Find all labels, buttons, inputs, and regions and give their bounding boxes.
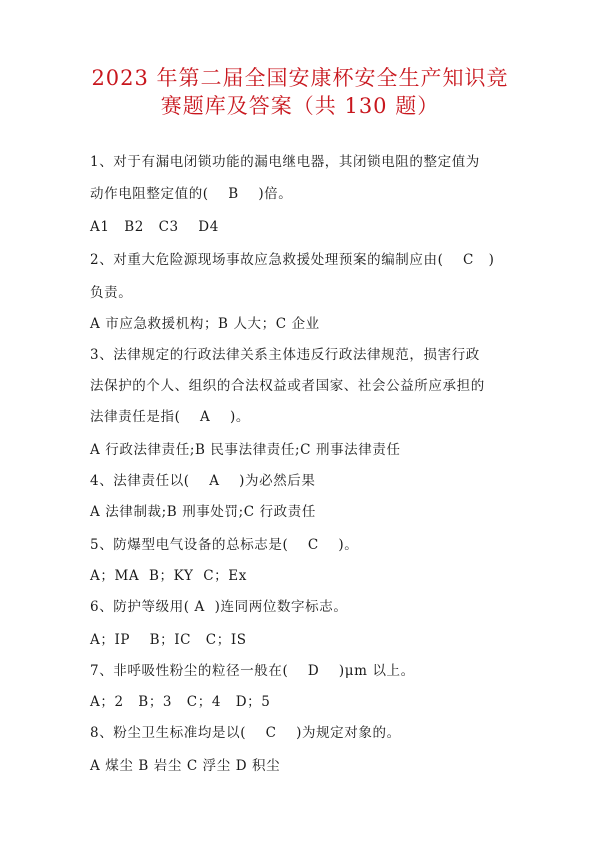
question-6-options: A；IP B；IC C；IS <box>90 632 247 648</box>
question-2-line-2: 负责。 <box>90 285 133 301</box>
question-5-line-1: 5、防爆型电气设备的总标志是( C )。 <box>90 537 359 553</box>
question-4-line-1: 4、法律责任以( A )为必然后果 <box>90 473 316 489</box>
question-1-line-1: 1、对于有漏电闭锁功能的漏电继电器，其闭锁电阻的整定值为 <box>90 154 480 170</box>
question-1-line-2: 动作电阻整定值的( B )倍。 <box>90 186 293 202</box>
question-3-line-1: 3、法律规定的行政法律关系主体违反行政法律规范，损害行政 <box>90 347 480 363</box>
question-4-options: A 法律制裁;B 刑事处罚;C 行政责任 <box>90 504 316 520</box>
question-1-options: A1 B2 C3 D4 <box>90 219 219 235</box>
question-8-line-1: 8、粉尘卫生标准均是以( C )为规定对象的。 <box>90 725 401 741</box>
question-6-line-1: 6、防护等级用( A )连同两位数字标志。 <box>90 599 348 615</box>
question-8-options: A 煤尘 B 岩尘 C 浮尘 D 积尘 <box>90 758 281 774</box>
question-3-line-2: 法保护的个人、组织的合法权益或者国家、社会公益所应承担的 <box>90 378 485 394</box>
question-7-options: A；2 B；3 C；4 D；5 <box>90 694 271 710</box>
question-5-options: A；MA B；KY C；Ex <box>90 568 247 584</box>
page-title-line-2: 赛题库及答案（共 130 题） <box>160 94 440 118</box>
question-3-options: A 行政法律责任;B 民事法律责任;C 刑事法律责任 <box>90 442 401 458</box>
page-title-line-1: 2023 年第二届全国安康杯安全生产知识竞 <box>91 66 509 90</box>
question-2-line-1: 2、对重大危险源现场事故应急救援处理预案的编制应由( C ) <box>90 252 495 268</box>
question-2-options: A 市应急救援机构；B 人大；C 企业 <box>90 316 320 332</box>
question-3-line-3: 法律责任是指( A )。 <box>90 409 250 425</box>
question-7-line-1: 7、非呼吸性粉尘的粒径一般在( D )μm 以上。 <box>90 663 415 679</box>
